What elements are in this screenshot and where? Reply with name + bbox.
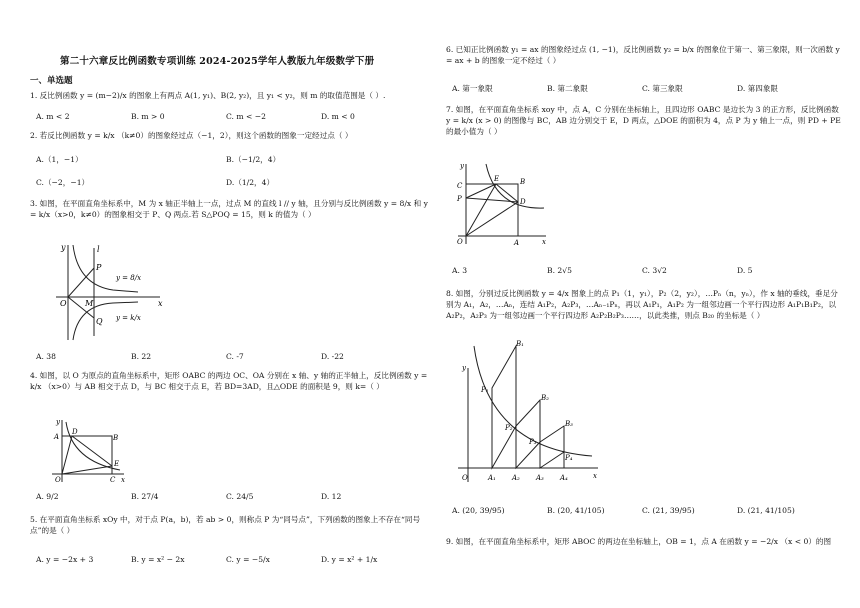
label-p4: P₄ <box>565 454 573 462</box>
option-d[interactable]: D. m < 0 <box>321 112 355 121</box>
option-d[interactable]: D. y = x² + 1/x <box>321 555 378 564</box>
label-a4: A₄ <box>560 474 568 482</box>
option-d[interactable]: D. 12 <box>321 492 342 501</box>
label-p: P <box>457 195 462 203</box>
label-b: B <box>520 178 526 186</box>
question-6-text: 6. 已知正比例函数 y₁ = ax 的图象经过点 (1, −1)，反比例函数 y₂ = b/x 的图象位于第一、第三象限，则一次函数 y = ax + b 的图象一定不经过（ ） <box>446 45 840 65</box>
option-a[interactable]: A. y = −2x + 3 <box>36 555 94 564</box>
question-3-text: 3. 如图，在平面直角坐标系中，M 为 x 轴正半轴上一点，过点 M 的直线 l // y 轴，且分别与反比例函数 y = 8/x 和 y = k/x（x>0，k≠0）的图象相交于 P、Q 两点.若 S△POQ = 15，则 k 的值为（ ） <box>30 199 428 219</box>
label-y: y <box>462 364 466 372</box>
question-2-options-row1 <box>36 155 416 164</box>
question-7-options <box>452 266 832 275</box>
label-x: x <box>158 299 163 308</box>
segment-op <box>68 268 94 297</box>
label-b3: B₃ <box>565 420 573 428</box>
option-c[interactable]: C. m < −2 <box>226 112 266 121</box>
question-2-text: 2. 若反比例函数 y = k/x （k≠0）的图象经过点（−1，2），则这个函数的图象一定经过点（ ） <box>30 131 353 140</box>
option-d[interactable]: D. 第四象限 <box>737 84 779 93</box>
label-x: x <box>121 476 125 484</box>
segment-oe <box>62 466 112 474</box>
question-8-options <box>452 506 832 515</box>
option-b[interactable]: B. 2√5 <box>547 266 572 275</box>
page-title: 第二十六章反比例函数专项训练 2024-2025学年人教版九年级数学下册 <box>60 56 375 67</box>
segment-oe <box>466 184 496 236</box>
option-b[interactable]: B. y = x² − 2x <box>131 555 185 564</box>
label-y: y <box>56 418 60 426</box>
option-c[interactable]: C. y = −5/x <box>226 555 270 564</box>
question-6-options <box>452 84 832 93</box>
question-7-figure <box>452 160 552 250</box>
label-a2: A₂ <box>512 474 520 482</box>
option-d[interactable]: D.（1/2，4） <box>226 178 275 187</box>
option-c[interactable]: C. 第三象限 <box>642 84 683 93</box>
label-o: O <box>55 476 61 484</box>
question-4-figure <box>48 416 128 484</box>
option-b[interactable]: B. 22 <box>131 352 152 361</box>
label-l: l <box>97 245 100 254</box>
option-d[interactable]: D. (21, 41/105) <box>737 506 795 515</box>
label-q: Q <box>96 317 103 326</box>
label-a: A <box>54 433 60 441</box>
label-b2: B₂ <box>541 394 549 402</box>
label-y: y <box>460 162 464 170</box>
segment-pd <box>466 198 518 202</box>
label-b1: B₁ <box>516 340 524 348</box>
option-a[interactable]: A. 3 <box>452 266 468 275</box>
label-o: O <box>462 474 468 482</box>
label-p1: P₁ <box>481 386 489 394</box>
question-7-text: 7. 如图，在平面直角坐标系 xoy 中，点 A，C 分别在坐标轴上，且四边形 OABC 是边长为 3 的正方形，反比例函数 y = k/x (x > 0) 的图像与 BC，AB 边分别交于 E，D 两点，△DOE 的面积为 4，点 P 为 y 轴上一点，则 PD + PE 的最小值为（ ） <box>446 105 841 136</box>
question-4-text: 4. 如图，以 O 为原点的直角坐标系中，矩形 OABC 的两边 OC、OA 分别在 x 轴、y 轴的正半轴上，反比例函数 y = k/x （x>0）与 AB 相交于点 D，与 BC 相交于点 E，若 BD=3AD，且△ODE 的面积是 9，则 k=（ ） <box>30 371 428 391</box>
option-a[interactable]: A. (20, 39/95) <box>452 506 505 515</box>
label-d: D <box>520 198 526 206</box>
option-a[interactable]: A. 38 <box>36 352 56 361</box>
option-c[interactable]: C. -7 <box>226 352 244 361</box>
question-1-text: 1. 反比例函数 y = (m−2)/x 的图象上有两点 A(1, y₁)、B(2, y₂)，且 y₁ < y₂，则 m 的取值范围是（ ）. <box>30 91 386 100</box>
option-b[interactable]: B. m > 0 <box>131 112 165 121</box>
option-a[interactable]: A. 第一象限 <box>452 84 493 93</box>
label-p2: P₂ <box>505 424 513 432</box>
section-heading: 一、单选题 <box>30 76 73 86</box>
question-3-options <box>36 352 416 361</box>
question-9-text: 9. 如图，在平面直角坐标系中，矩形 ABOC 的两边在坐标轴上，OB = 1，点 A 在函数 y = −2/x （x < 0）的图 <box>446 537 832 546</box>
option-c[interactable]: C. (21, 39/95) <box>642 506 695 515</box>
option-c[interactable]: C. 3√2 <box>642 266 667 275</box>
segment-de <box>72 436 112 466</box>
option-b[interactable]: B. (20, 41/105) <box>547 506 605 515</box>
option-c[interactable]: C. 24/5 <box>226 492 254 501</box>
label-f2: y = k/x <box>116 314 141 322</box>
segment-od <box>62 436 72 474</box>
question-8-text: 8. 如图，分别过反比例函数 y = 4/x 图象上的点 P₁（1，y₁），P₂（2，y₂），…Pₙ（n，yₙ），作 x 轴的垂线，垂足分别为 A₁，A₂，…Aₙ，连结 A₁P₂，A₂P₃，…Aₙ₋₁Pₙ，再以 A₁P₁，A₁P₂ 为一组邻边画一个平行四边形 A₁P₁B₁P₂，以 A₂P₂，A₂P₃ 为一组邻边画一个平行四边形 A₂P₂B₂P₃……，以此类推，则点 B₂₀ 的坐标是（ ） <box>446 289 838 320</box>
option-c[interactable]: C.（−2，−1） <box>36 178 90 187</box>
label-x: x <box>542 238 546 246</box>
question-2-options-row2 <box>36 178 416 187</box>
label-m: M <box>85 299 94 308</box>
label-e: E <box>114 460 120 468</box>
label-f1: y = 8/x <box>116 274 142 282</box>
question-4-options <box>36 492 416 501</box>
label-p3: P₃ <box>529 438 537 446</box>
rectangle-oabc <box>62 436 112 474</box>
segment-od <box>466 202 518 236</box>
label-b: B <box>113 434 119 442</box>
label-c: C <box>457 182 463 190</box>
question-8-figure <box>452 338 602 488</box>
option-b[interactable]: B. 27/4 <box>131 492 159 501</box>
parallelogram-3 <box>540 426 564 468</box>
option-a[interactable]: A.（1，−1） <box>36 155 83 164</box>
question-1-options <box>36 112 416 121</box>
option-a[interactable]: A. m < 2 <box>36 112 70 121</box>
option-d[interactable]: D. 5 <box>737 266 753 275</box>
question-5-text: 5. 在平面直角坐标系 xOy 中，对于点 P(a，b)，若 ab > 0，则称点 P 为“同号点”，下列函数的图象上不存在“同号点”的是（ ） <box>30 515 421 535</box>
option-d[interactable]: D. -22 <box>321 352 344 361</box>
label-o: O <box>60 299 67 308</box>
curve-8-over-x <box>73 245 138 292</box>
label-a1: A₁ <box>488 474 496 482</box>
label-a3: A₃ <box>536 474 544 482</box>
question-5-options <box>36 555 416 564</box>
option-a[interactable]: A. 9/2 <box>36 492 59 501</box>
label-o: O <box>457 238 463 246</box>
label-x: x <box>593 472 597 480</box>
label-p: P <box>96 263 102 272</box>
label-d: D <box>72 428 78 436</box>
label-e: E <box>494 175 500 183</box>
parallelogram-2 <box>516 400 540 468</box>
label-a: A <box>514 239 520 247</box>
question-3-figure <box>48 240 168 345</box>
option-b[interactable]: B.（−1/2，4） <box>226 155 281 164</box>
label-y: y <box>61 243 66 252</box>
option-b[interactable]: B. 第二象限 <box>547 84 588 93</box>
label-c: C <box>110 476 116 484</box>
